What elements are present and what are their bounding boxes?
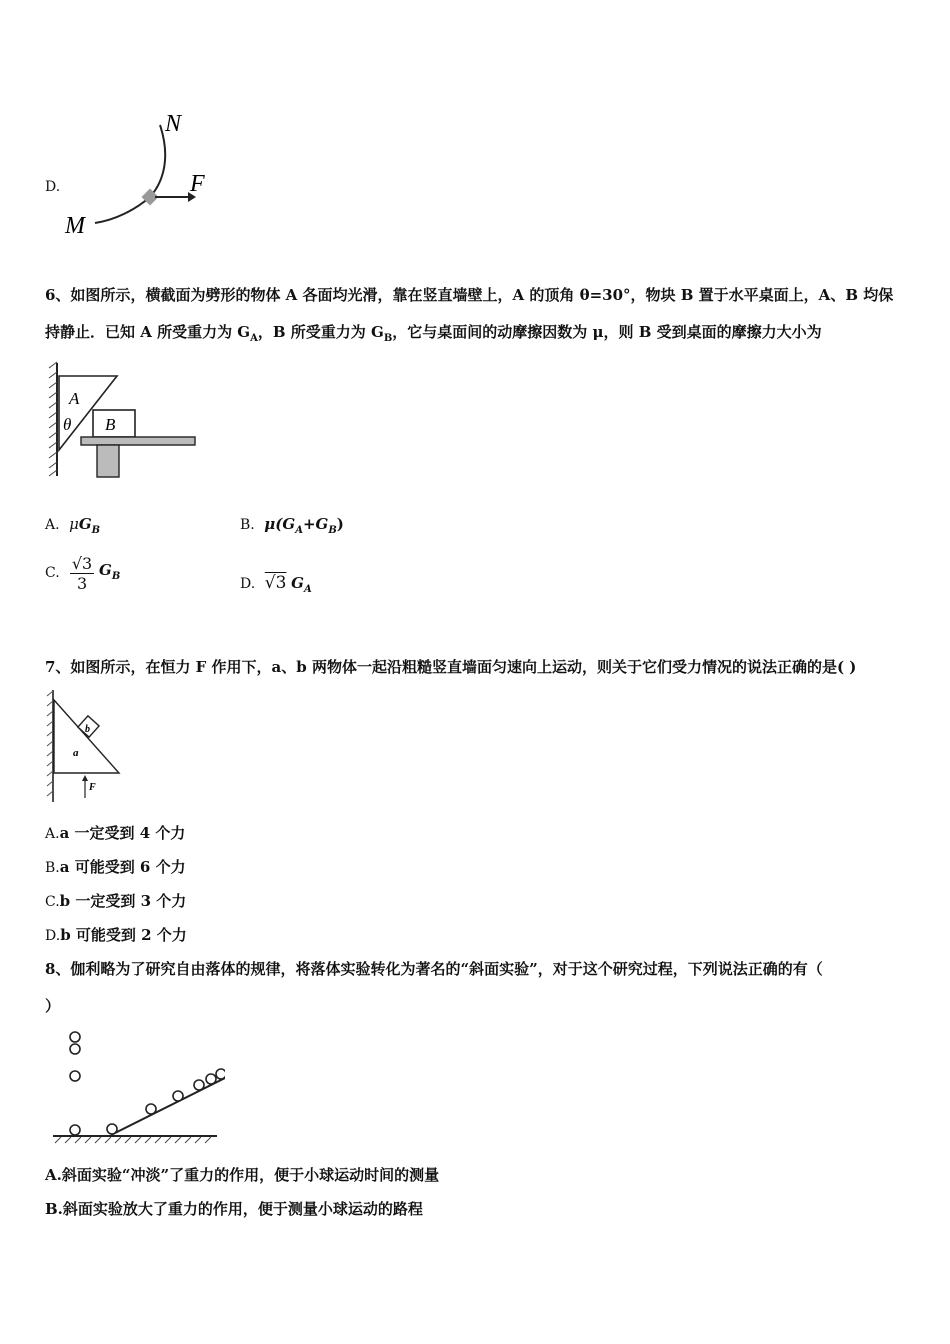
- q5-option-d-label: D.: [45, 179, 61, 195]
- q7-option-b: B.a 可能受到 6 个力: [45, 858, 186, 876]
- q7-label-b: b: [85, 724, 90, 735]
- q5-label-f: F: [190, 171, 205, 197]
- q6-option-a: A. $\mu G_B$: [45, 515, 101, 536]
- q6-figure: [45, 358, 205, 483]
- q6-label-theta: θ: [63, 415, 72, 434]
- q6-option-d: D. √3 $G_A$: [240, 573, 312, 595]
- q7-option-d: D.b 可能受到 2 个力: [45, 926, 187, 944]
- q7-label-f: F: [89, 782, 96, 793]
- q7-option-c: C.b 一定受到 3 个力: [45, 892, 187, 910]
- q7-stem: 7、如图所示，在恒力 F 作用下，a、b 两物体一起沿粗糙竖直墙面匀速向上运动，则关于它们受力情况的说法正确的是( ): [45, 658, 857, 676]
- q7-option-a: A.a 一定受到 4 个力: [45, 824, 186, 842]
- q6-label-a: A: [69, 389, 80, 408]
- q8-option-a: A.斜面实验“冲淡”了重力的作用，便于小球运动时间的测量: [45, 1166, 440, 1184]
- q6-option-c-fraction: $\frac{√3}{3}$: [71, 553, 93, 593]
- q6-option-c: C. $\frac{√3}{3}$ $G_B$: [45, 553, 121, 593]
- q6-label-b: B: [105, 415, 116, 434]
- q5-label-m: M: [65, 213, 85, 239]
- q8-option-b: B.斜面实验放大了重力的作用，便于测量小球运动的路程: [45, 1200, 423, 1218]
- q5-option-d-figure: [60, 105, 220, 245]
- q6-option-b: B. $\mu(G_A+G_B)$: [240, 515, 344, 536]
- q6-stem-line1: 6、如图所示，横截面为劈形的物体 A 各面均光滑，靠在竖直墙壁上，A 的顶角 θ=30°，物块 B 置于水平桌面上，A、B 均保: [45, 286, 894, 304]
- q8-stem-line1: 8、伽利略为了研究自由落体的规律，将落体实验转化为著名的“斜面实验”，对于这个研究过程，下列说法正确的有（: [45, 960, 823, 978]
- q6-stem-line2: 持静止．已知 A 所受重力为 $G_A$，B 所受重力为 $G_B$，它与桌面间的动摩擦因数为 μ，则 B 受到桌面的摩擦力大小为: [45, 323, 822, 344]
- q7-figure: [45, 688, 125, 806]
- q5-label-n: N: [165, 111, 182, 137]
- q8-stem-line2: ）: [45, 997, 61, 1015]
- q8-figure: [45, 1025, 225, 1147]
- q7-label-a: a: [73, 747, 79, 759]
